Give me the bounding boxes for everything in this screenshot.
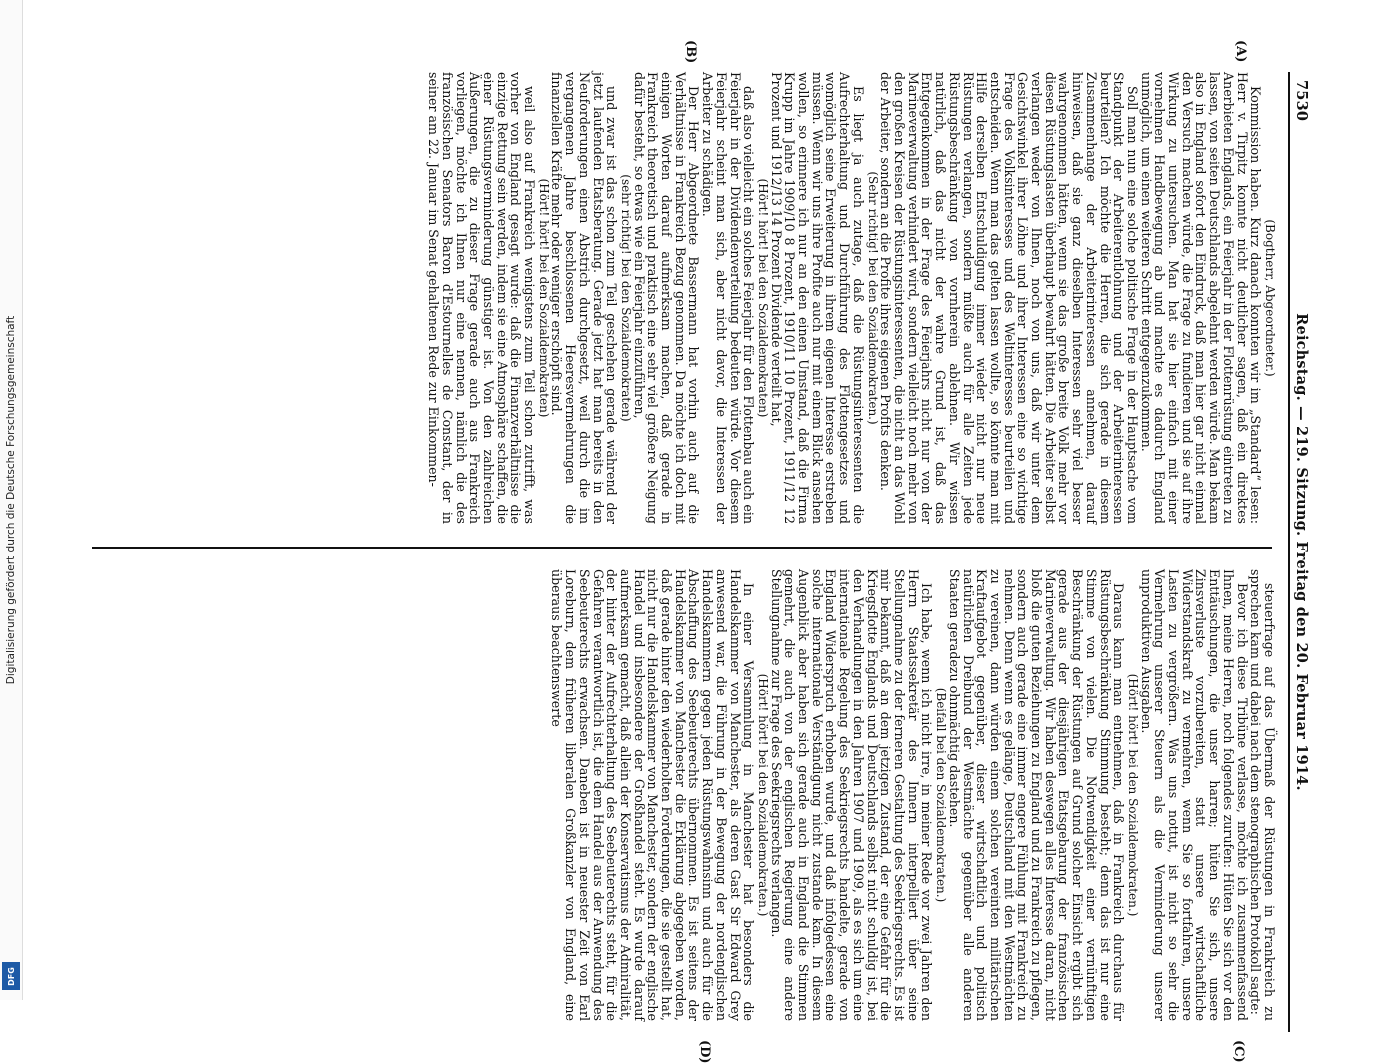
dfg-logo-text: DFG xyxy=(6,966,16,986)
paragraph: Der Herr Abgeordnete Bassermann hat vorhin auch auf die Verhältnisse in Frankreich Bezug genommen. Da möchte ich doch mit einigen Worten darauf aufmerksam machen, daß gerade in Frankreich theoretisch und praktisch eine sehr viel größere Neigung dafür besteht, so etwas wie ein Feierjahr einzuführen, xyxy=(631,72,702,524)
right-column xyxy=(550,569,1276,1021)
interjection: (Sehr richtig! bei den Sozialdemokraten.) xyxy=(865,171,880,425)
interjection: (sehr richtig! bei den Sozialdemokraten) xyxy=(618,174,633,422)
interjection: (Beifall bei den Sozialdemokraten.) xyxy=(934,687,949,903)
margin-mark-b: (B) xyxy=(683,40,698,64)
digitization-note: Digitalisierung gefördert durch die Deutsche Forschungsgemeinschaft xyxy=(5,315,17,685)
column-divider xyxy=(92,547,1272,549)
margin-mark-a: (A) xyxy=(1233,40,1248,63)
paragraph: Es liegt ja auch zutage, daß die Rüstungsinteressenten die Aufrechterhaltung und Durchführung des Flottengesetzes und womöglich seine Erweiterung in ihrem eigenen Interesse erstreben müssen. Wenn wir uns ihre Profite auch nur mit einem Blick ansehen wollen, so erinnere ich nur an den einen Umstand, daß die Firma Krupp im Jahre 1909/10 8 Prozent, 1910/11 10 Prozent, 1911/12 12 Prozent und 1912/13 14 Prozent Dividende verteilt hat, xyxy=(768,72,866,524)
paragraph: Bevor ich diese Tribüne verlasse, möchte ich zusammenfassend Ihnen, meine Herren, noch folgendes zurufen: Hüten Sie sich vor den Enttäuschungen, die unser harren; hüten Sie sich, unsere Zinsverluste vorzubereiten, statt unsere wirtschaftliche Widerstandskraft zu vermehren, wenn Sie so fortfahren, unsere Lasten zu vergrößern. Was uns nottut, ist nicht so sehr die Vermehrung unserer Steuern als die Verminderung unserer unproduktiven Ausgaben. xyxy=(1138,569,1250,1021)
sidebar-strip xyxy=(0,0,23,1000)
page-number: 7530 xyxy=(1293,80,1310,122)
margin-mark-c: (C) xyxy=(1231,1040,1246,1063)
page-header-title: Reichstag. — 219. Sitzung. Freitag den 20. Februar 1914. xyxy=(1293,313,1310,791)
left-column xyxy=(426,72,1276,524)
scanned-page-frame xyxy=(50,40,1310,1064)
dfg-logo xyxy=(2,962,20,990)
paragraph: weil also auf Frankreich wenigstens zum Teil schon zutrifft, was vorher von England gesagt wurde: daß die Finanzverhältnisse die einzige Rettung sein werden, indem sie eine Atmosphäre schaffen, die einer Rüstungsverminderung günstiger ist. Von den zahlreichen Äußerungen, die zu dieser Frage gerade auch aus Frankreich vorliegen, möchte ich Ihnen nur eine nennen, nämlich die des französischen Senators Baron d'Estournelles de Constant, der in seiner am 22. Januar im Senat gehaltenen Rede zur Einkommen- xyxy=(426,72,538,524)
interjection: (Hört! hört! bei den Sozialdemokraten.) xyxy=(755,673,770,917)
paragraph: daß also vielleicht ein solches Feierjahr für den Flottenbau auch ein Feierjahr in der Dividendenverteilung bedeuten würde. Vor diesem Feierjahr scheint man sich, aber nicht davor, die Interessen der Arbeiter zu schädigen. xyxy=(700,72,757,524)
paragraph: Daraus kann man entnehmen, daß in Frankreich durchaus für Rüstungsbeschränkung Stimmung besteht; denn das ist nur eine Stimme von vielen. Die Notwendigkeit einer vernünftigen Beschränkung der Rüstungen auf Grund solcher Einsicht ergibt sich gerade aus der diesjährigen Etatsgebarung der französischen Marineverwaltung. Wir haben deswegen alles Interesse daran, nicht bloß die guten Beziehungen zu England und zu Frankreich zu pflegen, sondern auch gerade eine immer engere Fühlung mit Frankreich zu nehmen. Denn wenn es gelänge, Deutschland mit den Westmächten zu vereinen, dann würden einem solchen vereinten militärischen Kraftaufgebot gegenüber, dieser wirtschaftlich und politisch natürlichen Dreibund der Westmächte gegenüber alle anderen Staaten geradezu ohnmächtig dastehen. xyxy=(946,569,1127,1021)
interjection: (Bogtherr, Abgeordneter.) xyxy=(1263,219,1277,377)
margin-mark-d: (D) xyxy=(697,1040,712,1064)
interjection: (Hört! hört! bei den Sozialdemokraten) xyxy=(536,178,551,418)
paragraph: Soll man nun eine solche politische Frage in der Hauptsache vom Standpunkt der Arbeiterentlohnung und der Arbeiterinteressen beurteilen? Ich möchte die Herren, die sich gerade in diesem Zusammenhange der Arbeiterinteressen annehmen, darauf hinweisen, daß sie ganz dieselben Interessen sehr viel besser wahrgenommen hätten, wenn sie das große breite Volk mehr vor diesen Rüstungslasten überhaupt bewahrt hätten. Die Arbeiter selbst verlangen weder von Ihnen, noch von uns, daß wir unter dem Gesichtswinkel ihrer Löhne und ihrer Interessen eine so wichtige Frage des Volksinteresses und des Weltinteresses beurteilen und entscheiden. Wenn man das gelten lassen wollte, so könnte man mit Hilfe derselben Entschuldigung immer wieder nicht nur neue Rüstungen verlangen, sondern müßte auch für alle Zeiten jede Rüstungsbeschränkung von vornherein ablehnen. Wir wissen natürlich, daß das nicht der wahre Grund ist, daß das Entgegenkommen in der Frage des Feierjahrs nicht nur von der Marineverwaltung verhindert wird, sondern vielleicht noch mehr von den großen Kreisen der Rüstungsinteressenten, die nicht an das Wohl der Arbeiter, sondern an die Profite ihres eigenen Profits denken. xyxy=(878,72,1140,524)
paragraph: steuerfrage auf das Übermaß der Rüstungen in Frankreich zu sprechen kam und dabei nach dem stenographischen Protokoll sagte: xyxy=(1248,569,1277,1021)
paragraph: und zwar ist das schon zum Teil geschehen gerade während der jetzt laufenden Etatsberatung. Gerade jetzt hat man bereits in den Neuforderungen einen Abstrich durchgesetzt, weil durch die im vergangenen Jahre beschlossenen Heeresvermehrungen die finanziellen Kräfte mehr oder weniger erschöpft sind. xyxy=(549,72,620,524)
interjection: (Hört! hört! bei den Sozialdemokraten) xyxy=(755,178,770,418)
paragraph: Kommission haben. Kurz danach konnten wir im „Standard“ lesen: Herr v. Tirpitz konnte nicht deutlicher sagen, daß ein direktes Anerbieten Englands, ein Feierjahr in der Flottenrüstung eintreten zu lassen, von seiten Deutschlands abgelehnt werden würde. Man bekam also in England sofort den Eindruck, daß man hier gar nicht einmal den Versuch machen würde, die Frage zu fundieren und sie auf ihre Wirkung zu untersuchen. Man hat sie hier einfach mit einer vornehmen Handbewegung ab und machte es dadurch England unmöglich, um einen weiteren Schritt entgegenzukommen. xyxy=(1138,72,1264,524)
page-header xyxy=(1288,72,1312,1032)
interjection: (Hört! hört! bei den Sozialdemokraten.) xyxy=(1125,673,1140,917)
newspaper-page xyxy=(112,40,1312,1064)
paragraph: Ich habe, wenn ich nicht irre, in meiner Rede vor zwei Jahren den Herrn Staatssekretär des Innern interpelliert über seine Stellungnahme zu der ferneren Gestaltung des Seekriegsrechts. Es ist mir bekannt, daß an dem jetzigen Zustand, der eine Gefahr für die Kriegsflotte Englands und Deutschlands selbst nicht schuldig ist, bei den Verhandlungen in den Jahren 1907 und 1909, als es sich um eine internationale Regelung des Seekriegsrechts handelte, gerade von England Widerspruch erhoben wurde, und daß infolgedessen eine solche internationale Verständigung nicht zustande kam. In diesem Augenblick aber haben sich gerade auch in England die Stimmen gemehrt, die auch von der englischen Regierung eine andere Stellungnahme zur Frage des Seekriegsrechts verlangen. xyxy=(768,569,935,1021)
paragraph: In einer Versammlung in Manchester hat besonders die Handelskammer von Manchester, als deren Gast Sir Edward Grey anwesend war, die Führung in der Bewegung der nordenglischen Handelskammern gegen jeden Rüstungswahnsinn und auch für die Abschaffung des Seebeuterechts übernommen. Es ist seitens der Handelskammer von Manchester die Erklärung abgegeben worden, daß gerade hinter den wiederholten Forderungen, die sie gestellt hat, nicht nur die Handelskammer von Manchester, sondern der englische Handel und insbesondere der Großhandel steht. Es wurde darauf aufmerksam gemacht, daß allein der Konservatismus der Admiralität, der hinter der Aufrechterhaltung des Seebeuterechts steht, für die Gefahren verantwortlich ist, die dem Handel aus der Anwendung des Seebeuterechts erwachsen. Daneben ist in neuester Zeit von Earl Loreburn, dem früheren liberalen Großkanzler von England, eine überaus beachtenswerte xyxy=(549,569,757,1021)
